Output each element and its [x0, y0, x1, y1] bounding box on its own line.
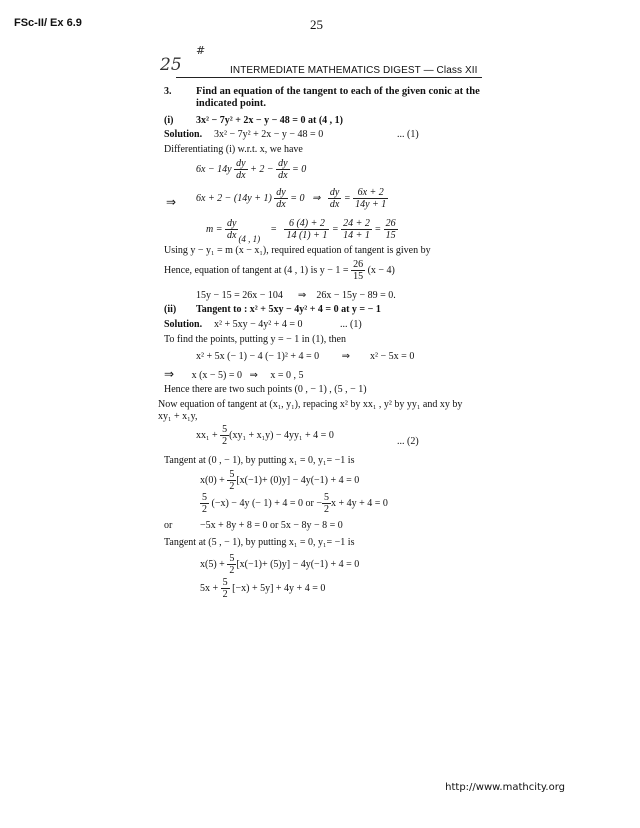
part-i-hence: Hence, equation of tangent at (4 , 1) is y − 1 = $\frac{26}{15}$ (x − 4) [164, 259, 395, 282]
part-ii-tangent-1-text: Tangent at (0 , − 1), by putting x₁ = 0, y₁= −1 is [164, 455, 355, 466]
part-ii-now-line-2: xy₁ + x₁y, [158, 411, 198, 422]
question-text-1: Find an equation of the tangent to each of the given conic at the [196, 86, 480, 97]
question-text-2: indicated point. [196, 98, 267, 109]
question-number: 3. [164, 86, 172, 97]
part-i-final: 15y − 15 = 26x − 104 ⇒ 26x − 15y − 89 = 0. [196, 290, 396, 301]
part-i-diff-eq-2: 6x + 2 − (14y + 1) $\frac{dy}{dx}$ = 0 ⇒ $\frac{dy}{dx}$ = $\frac{6x + 2}{14y + 1}$ [196, 187, 387, 210]
footer-url: http://www.mathcity.org [445, 782, 565, 793]
part-ii-tag-2: ... (2) [397, 436, 419, 447]
part-ii-tangent-1-eq-c: −5x + 8y + 8 = 0 or 5x − 8y − 8 = 0 [200, 520, 343, 531]
part-ii-or: or [164, 520, 173, 531]
part-ii-tag-1: ... (1) [340, 319, 362, 330]
part-ii-statement: Tangent to : x² + 5xy − 4y² + 4 = 0 at y = − 1 [196, 304, 381, 315]
header-rule [176, 77, 482, 78]
part-ii-points-text: Hence there are two such points (0 , − 1) , (5 , − 1) [164, 384, 367, 395]
part-i-using: Using y − y₁ = m (x − x₁), required equation of tangent is given by [164, 245, 431, 256]
part-i-label: (i) [164, 115, 174, 126]
part-ii-solution-eq: x² + 5xy − 4y² + 4 = 0 [214, 319, 303, 330]
part-i-diff-eq-1: 6x − 14y $\frac{dy}{dx}$ + 2 − $\frac{dy}{dx}$ = 0 [196, 158, 307, 181]
part-ii-now-line-1: Now equation of tangent at (x₁, y₁), repacing x² by xx₁ , y² by yy₁ and xy by [158, 399, 463, 410]
part-ii-tangent-2-text: Tangent at (5 , − 1), by putting x₁ = 0, y₁= −1 is [164, 537, 355, 548]
part-ii-substitution: x² + 5x (− 1) − 4 (− 1)² + 4 = 0 ⇒ x² − 5x = 0 [196, 351, 415, 362]
running-head: INTERMEDIATE MATHEMATICS DIGEST — Class XII [230, 65, 478, 76]
part-ii-tangent-2-eq-a: x(5) + $\frac{5}{2}$ [x(−1)+ (5)y] − 4y(−1) + 4 = 0 [200, 553, 360, 576]
header-label: FSc-II/ Ex 6.9 [14, 17, 82, 29]
part-ii-tangent-2-eq-b: 5x + $\frac{5}{2}$ [−x) + 5y] + 4y + 4 = 0 [200, 577, 326, 600]
part-i-tag-1: ... (1) [397, 129, 419, 140]
part-i-slope: m = $\frac{dy}{dx}$ (4 , 1) = $\frac{6 (4) + 2}{14 (1) + 1}$ = $\frac{24 + 2}{14 + 1}$ = $\frac{26}{15}$ [206, 218, 396, 244]
part-i-solution-label: Solution. [164, 129, 203, 140]
part-i-diff-text: Differentiating (i) w.r.t. x, we have [164, 144, 303, 155]
part-i-solution-eq: 3x² − 7y² + 2x − y − 48 = 0 [214, 129, 324, 140]
page-number: 25 [310, 17, 323, 32]
part-ii-label: (ii) [164, 304, 177, 315]
part-i-statement: 3x² − 7y² + 2x − y − 48 = 0 at (4 , 1) [196, 115, 343, 126]
part-ii-solution-label: Solution. [164, 319, 203, 330]
part-ii-roots: ⇒ x (x − 5) = 0 ⇒ x = 0 , 5 [164, 367, 304, 381]
handwritten-mark: # [196, 44, 206, 57]
part-ii-find-text: To find the points, putting y = − 1 in (1), then [164, 334, 346, 345]
implies-arrow-1: ⇒ [166, 195, 177, 209]
part-ii-eq-2: xx₁ + $\frac{5}{2}$ (xy₁ + x₁y) − 4yy₁ + 4 = 0 [196, 424, 334, 447]
part-ii-tangent-1-eq-a: x(0) + $\frac{5}{2}$ [x(−1)+ (0)y] − 4y(−1) + 4 = 0 [200, 469, 360, 492]
part-ii-tangent-1-eq-b: $\frac{5}{2}$ (−x) − 4y (− 1) + 4 = 0 or − $\frac{5}{2}$ x + 4y + 4 = 0 [202, 492, 388, 515]
handwritten-page-number: 25 [160, 55, 182, 75]
